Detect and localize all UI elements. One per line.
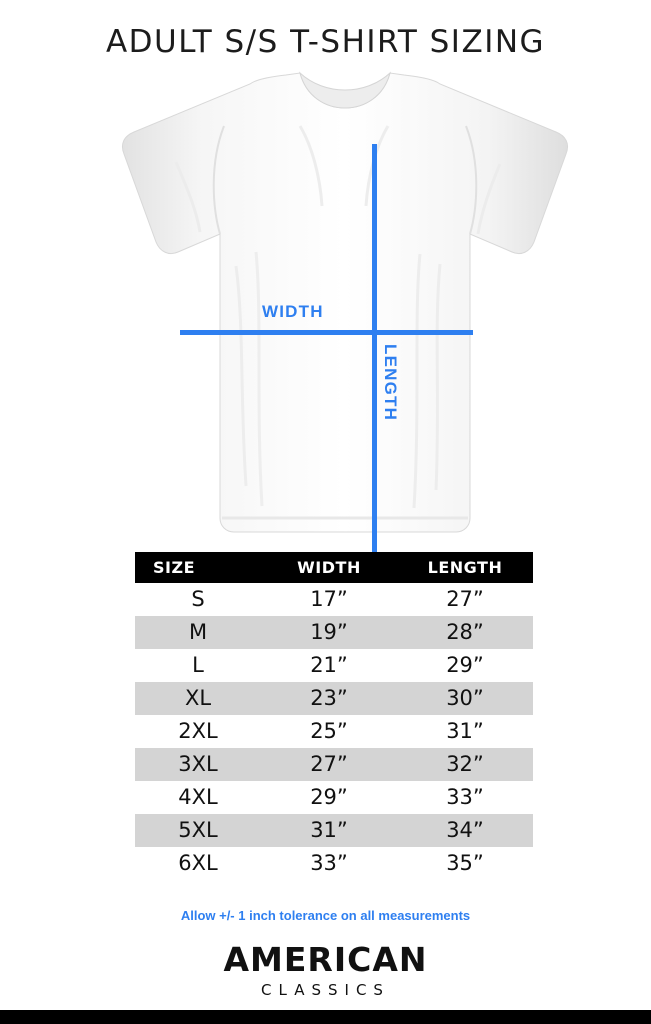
page-title: ADULT S/S T-SHIRT SIZING: [105, 24, 546, 60]
t-shirt-illustration-icon: [0, 66, 651, 536]
length-label: LENGTH: [381, 344, 400, 422]
bottom-bar: [0, 1010, 651, 1024]
cell-size: 4XL: [135, 781, 261, 814]
table-row: [135, 814, 533, 847]
table-row: [135, 649, 533, 682]
table-row: [135, 847, 533, 880]
shirt-diagram: [0, 66, 651, 536]
brand-name-primary: AMERICAN: [223, 940, 428, 979]
column-header-width: WIDTH: [261, 552, 397, 583]
cell-width: 21”: [261, 649, 397, 682]
cell-size: 3XL: [135, 748, 261, 781]
cell-length: 29”: [397, 649, 533, 682]
cell-size: 2XL: [135, 715, 261, 748]
width-label: WIDTH: [262, 302, 324, 321]
table-row: [135, 583, 533, 616]
cell-size: 6XL: [135, 847, 261, 880]
cell-length: 32”: [397, 748, 533, 781]
cell-width: 31”: [261, 814, 397, 847]
table-row: [135, 616, 533, 649]
brand-logo: [0, 940, 651, 999]
brand-name-secondary: CLASSICS: [261, 981, 390, 999]
cell-length: 27”: [397, 583, 533, 616]
tolerance-note: Allow +/- 1 inch tolerance on all measurements: [180, 908, 471, 923]
cell-size: S: [135, 583, 261, 616]
cell-length: 28”: [397, 616, 533, 649]
size-table-container: [135, 552, 515, 880]
length-measure-line: [372, 144, 377, 602]
cell-length: 30”: [397, 682, 533, 715]
cell-length: 35”: [397, 847, 533, 880]
cell-width: 23”: [261, 682, 397, 715]
cell-size: 5XL: [135, 814, 261, 847]
column-header-size: SIZE: [135, 552, 261, 583]
cell-size: XL: [135, 682, 261, 715]
cell-length: 33”: [397, 781, 533, 814]
table-row: [135, 748, 533, 781]
cell-length: 34”: [397, 814, 533, 847]
table-row: [135, 781, 533, 814]
table-row: [135, 682, 533, 715]
cell-width: 27”: [261, 748, 397, 781]
cell-width: 29”: [261, 781, 397, 814]
table-header-row: [135, 552, 533, 583]
cell-length: 31”: [397, 715, 533, 748]
table-row: [135, 715, 533, 748]
cell-width: 19”: [261, 616, 397, 649]
column-header-length: LENGTH: [397, 552, 533, 583]
cell-size: M: [135, 616, 261, 649]
cell-width: 25”: [261, 715, 397, 748]
cell-width: 17”: [261, 583, 397, 616]
cell-size: L: [135, 649, 261, 682]
size-table: [135, 552, 533, 880]
cell-width: 33”: [261, 847, 397, 880]
width-measure-line: [180, 330, 473, 335]
